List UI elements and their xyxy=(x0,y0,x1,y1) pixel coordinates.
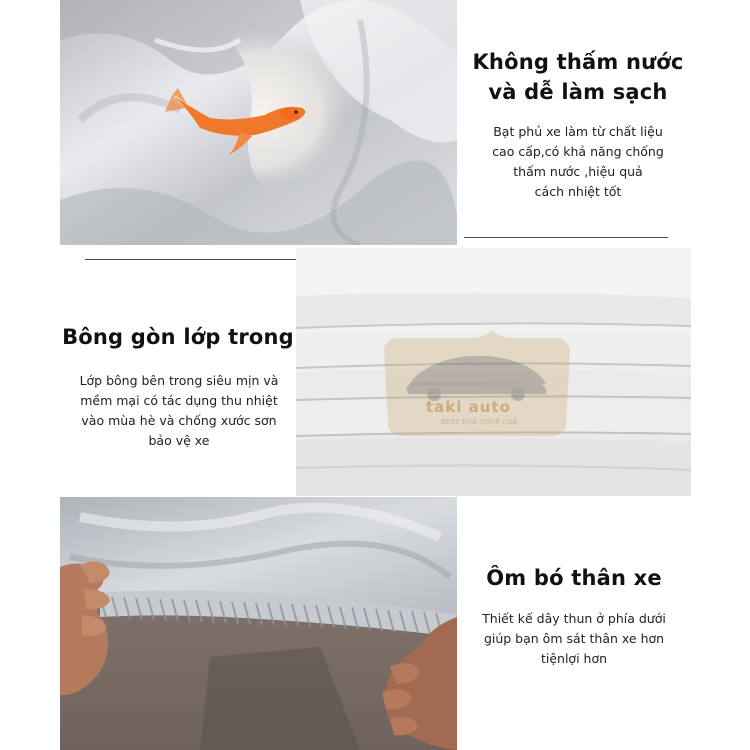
heading-body-fit: Ôm bó thân xe xyxy=(486,566,662,590)
divider-1 xyxy=(464,237,668,238)
folded-cotton-image xyxy=(296,248,691,496)
desc-cotton-line2: mềm mại có tác dụng thu nhiệt xyxy=(80,393,278,408)
desc-body-fit-line2: giúp bạn ôm sát thân xe hơn xyxy=(483,631,665,646)
desc-waterproof-line3: thấm nước ,hiệu quả xyxy=(513,164,643,179)
desc-cotton-line3: vào mùa hè và chống xước sơn xyxy=(81,413,277,428)
photo-waterproof-fabric xyxy=(60,0,457,245)
desc-body-fit xyxy=(457,609,691,669)
desc-waterproof-line4: cách nhiệt tốt xyxy=(534,184,622,199)
photo-cotton-layers xyxy=(296,248,691,496)
desc-cotton-line1: Lớp bông bên trong siêu mịn và xyxy=(79,373,279,388)
heading-waterproof xyxy=(458,47,698,107)
heading-waterproof-line1: Không thấm nước xyxy=(472,50,684,74)
desc-cotton-layer xyxy=(56,371,302,451)
desc-body-fit-line3: tiệnlợi hơn xyxy=(540,651,608,666)
heading-cotton-layer: Bông gòn lớp trong xyxy=(62,325,294,349)
photo-elastic-hem xyxy=(60,497,457,750)
desc-body-fit-line1: Thiết kế dây thun ở phía dưới xyxy=(482,611,666,626)
desc-waterproof xyxy=(458,122,698,202)
watermark-brand: taki auto xyxy=(426,398,511,416)
desc-waterproof-line1: Bạt phủ xe làm từ chất liệu xyxy=(493,124,663,139)
watermark-tagline: BEST FOR YOUR CAR xyxy=(441,419,518,426)
desc-cotton-line4: bảo vệ xe xyxy=(148,433,210,448)
desc-waterproof-line2: cao cấp,có khả năng chống xyxy=(492,144,664,159)
elastic-hem-hands-image xyxy=(60,497,457,750)
fabric-with-fish-image xyxy=(60,0,457,245)
heading-waterproof-line2: và dễ làm sạch xyxy=(488,80,668,104)
divider-2 xyxy=(85,259,297,260)
